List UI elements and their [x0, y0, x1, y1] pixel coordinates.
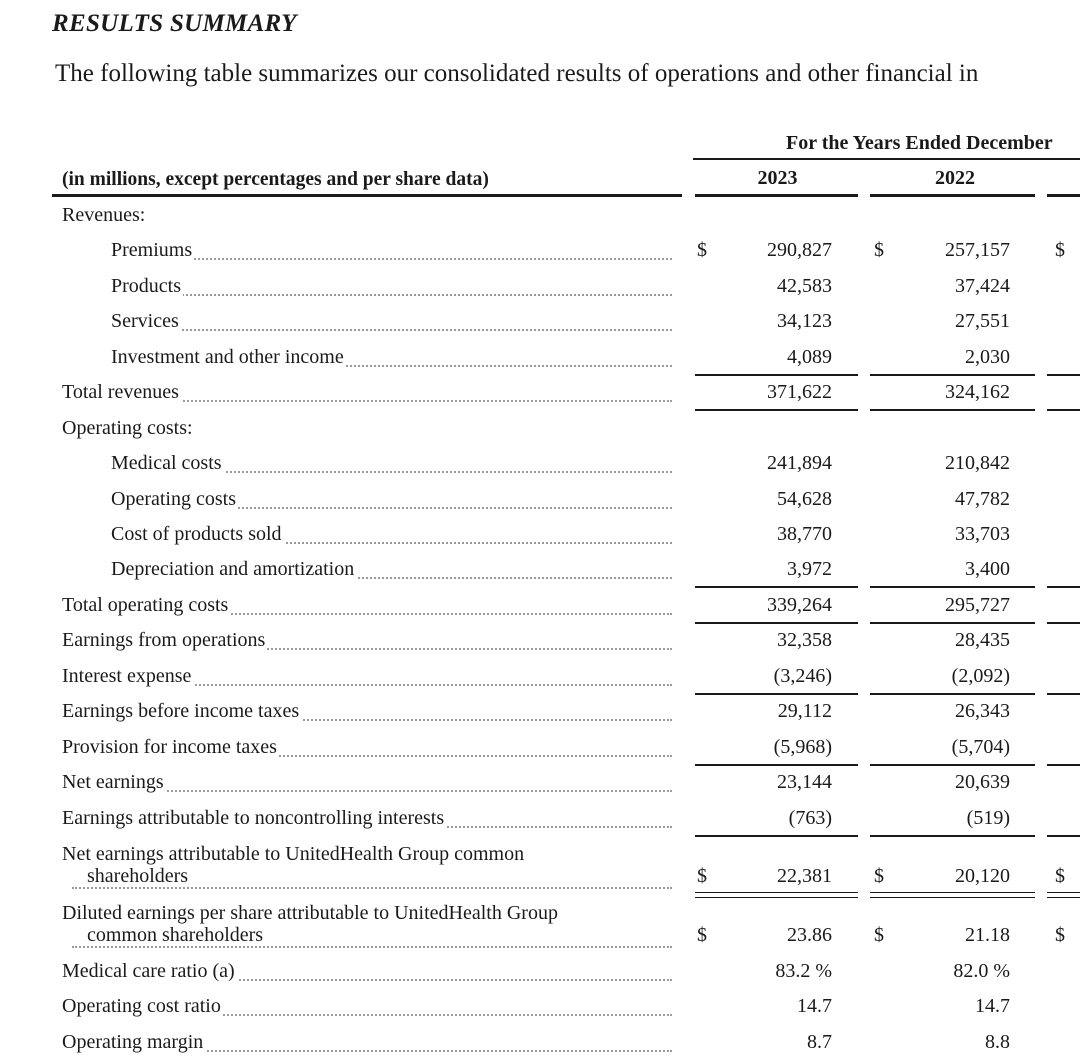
underline-2022 — [870, 622, 1035, 624]
dot-leader — [121, 258, 672, 260]
value-2023: 42,583 — [777, 275, 832, 297]
row-label: Net earnings attributable to UnitedHealth Group common — [62, 843, 525, 865]
underline-2023 — [695, 622, 858, 624]
row-label: Operating margin — [62, 1031, 204, 1053]
value-2022: 8.8 — [985, 1031, 1010, 1053]
value-2023: 54,628 — [777, 488, 832, 510]
currency-symbol: $ — [1055, 924, 1065, 946]
value-2022: 33,703 — [955, 523, 1010, 545]
row-label: Earnings from operations — [62, 629, 266, 651]
row-label: Total operating costs — [62, 594, 229, 616]
value-2022: 27,551 — [955, 310, 1010, 332]
currency-symbol: $ — [1055, 865, 1065, 887]
currency-symbol: $ — [1055, 239, 1065, 261]
underline-2022 — [870, 586, 1035, 588]
header-rule-next — [1047, 194, 1080, 197]
value-2023: 29,112 — [777, 700, 832, 722]
dot-leader — [121, 329, 672, 331]
currency-symbol: $ — [697, 924, 707, 946]
row-label: Interest expense — [62, 665, 192, 687]
currency-symbol: $ — [697, 239, 707, 261]
value-2023: 34,123 — [777, 310, 832, 332]
value-2023: 83.2 % — [775, 960, 832, 982]
underline-next — [1047, 835, 1080, 837]
double-underline-next — [1047, 892, 1080, 898]
value-2023: 23.86 — [787, 924, 832, 946]
row-label: Services — [111, 310, 179, 332]
underline-2022 — [870, 409, 1035, 411]
dot-leader — [121, 294, 672, 296]
row-label: Diluted earnings per share attributable to UnitedHealth Group — [62, 902, 558, 924]
value-2023: 8.7 — [807, 1031, 832, 1053]
currency-symbol: $ — [874, 239, 884, 261]
row-label: Medical care ratio (a) — [62, 960, 235, 982]
header-rule-label — [52, 194, 682, 197]
value-2022: 210,842 — [945, 452, 1010, 474]
value-2023: 23,144 — [777, 771, 832, 793]
double-underline-2023 — [695, 892, 858, 898]
underline-2023 — [695, 374, 858, 376]
underline-next — [1047, 693, 1080, 695]
underline-2022 — [870, 764, 1035, 766]
value-2023: 339,264 — [767, 594, 832, 616]
value-2022: 28,435 — [955, 629, 1010, 651]
row-label: Operating costs — [111, 488, 236, 510]
underline-next — [1047, 764, 1080, 766]
double-underline-2022 — [870, 892, 1035, 898]
value-2022: 26,343 — [955, 700, 1010, 722]
value-2022: 14.7 — [975, 995, 1010, 1017]
currency-symbol: $ — [697, 865, 707, 887]
underline-2023 — [695, 835, 858, 837]
period-header-rule — [693, 158, 1080, 160]
value-2022: 324,162 — [945, 381, 1010, 403]
underline-next — [1047, 586, 1080, 588]
value-2023: 4,089 — [787, 346, 832, 368]
units-header: (in millions, except percentages and per share data) — [62, 169, 489, 190]
value-2022: 295,727 — [945, 594, 1010, 616]
row-label: Depreciation and amortization — [111, 558, 355, 580]
row-label-continued: shareholders — [87, 865, 189, 887]
underline-2023 — [695, 693, 858, 695]
row-label: Cost of products sold — [111, 523, 282, 545]
row-label: Net earnings — [62, 771, 164, 793]
value-2023: 3,972 — [787, 558, 832, 580]
underline-next — [1047, 622, 1080, 624]
underline-2022 — [870, 374, 1035, 376]
value-2023: 371,622 — [767, 381, 832, 403]
underline-2023 — [695, 586, 858, 588]
row-label: Medical costs — [111, 452, 222, 474]
year-header-2022: 2022 — [935, 167, 975, 189]
value-2023: (763) — [788, 807, 832, 829]
value-2023: 32,358 — [777, 629, 832, 651]
value-2022: (519) — [966, 807, 1010, 829]
row-label: Operating cost ratio — [62, 995, 221, 1017]
header-rule-2022 — [870, 194, 1035, 197]
value-2022: 257,157 — [945, 239, 1010, 261]
value-2022: 82.0 % — [953, 960, 1010, 982]
value-2022: (5,704) — [951, 736, 1010, 758]
value-2022: 3,400 — [965, 558, 1010, 580]
underline-2022 — [870, 835, 1035, 837]
period-header: For the Years Ended December — [786, 132, 1053, 154]
row-label: Investment and other income — [111, 346, 344, 368]
intro-paragraph: The following table summarizes our consolidated results of operations and other financial in — [55, 60, 979, 87]
value-2022: 37,424 — [955, 275, 1010, 297]
underline-next — [1047, 409, 1080, 411]
value-2022: 47,782 — [955, 488, 1010, 510]
value-2023: 290,827 — [767, 239, 832, 261]
row-label: Premiums — [111, 239, 193, 261]
value-2023: (3,246) — [773, 665, 832, 687]
row-label: Earnings attributable to noncontrolling interests — [62, 807, 445, 829]
value-2023: 241,894 — [767, 452, 832, 474]
value-2022: (2,092) — [951, 665, 1010, 687]
value-2022: 21.18 — [965, 924, 1010, 946]
currency-symbol: $ — [874, 924, 884, 946]
value-2022: 20,120 — [955, 865, 1010, 887]
dot-leader — [72, 887, 672, 889]
row-label: Total revenues — [62, 381, 179, 403]
value-2023: 14.7 — [797, 995, 832, 1017]
section-heading: RESULTS SUMMARY — [52, 10, 297, 37]
value-2022: 20,639 — [955, 771, 1010, 793]
underline-next — [1047, 374, 1080, 376]
value-2023: 38,770 — [777, 523, 832, 545]
value-2023: 22,381 — [777, 865, 832, 887]
row-label-continued: common shareholders — [87, 924, 264, 946]
value-2022: 2,030 — [965, 346, 1010, 368]
header-rule-2023 — [695, 194, 858, 197]
dot-leader — [72, 946, 672, 948]
underline-2022 — [870, 693, 1035, 695]
row-label: Operating costs: — [62, 417, 193, 439]
row-label: Provision for income taxes — [62, 736, 277, 758]
currency-symbol: $ — [874, 865, 884, 887]
row-label: Products — [111, 275, 181, 297]
row-label: Revenues: — [62, 204, 146, 226]
value-2023: (5,968) — [773, 736, 832, 758]
row-label: Earnings before income taxes — [62, 700, 300, 722]
underline-2023 — [695, 764, 858, 766]
underline-2023 — [695, 409, 858, 411]
year-header-2023: 2023 — [757, 167, 798, 189]
